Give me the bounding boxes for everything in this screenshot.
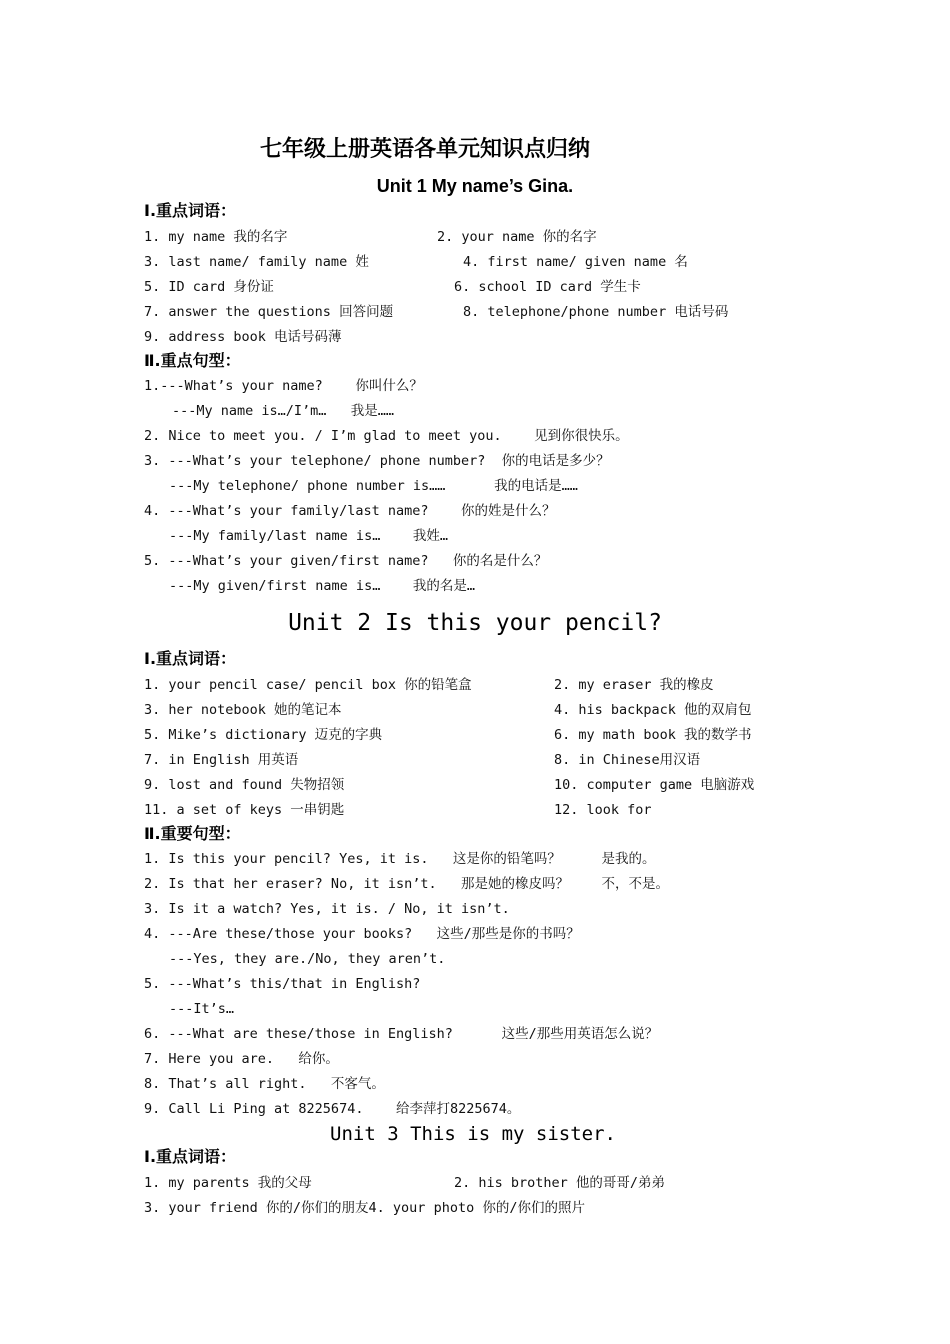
unit2-sentence: 7. Here you are. 给你。	[144, 1051, 339, 1067]
unit1-vocab-heading: Ⅰ.重点词语：	[144, 201, 237, 220]
unit2-vocab-item: 12. look for	[554, 802, 652, 818]
unit2-sentence: 8. That’s all right. 不客气。	[144, 1076, 385, 1092]
unit1-sentence: ---My name is…/I’m… 我是……	[172, 403, 395, 419]
unit1-vocab-item: 9. address book 电话号码薄	[144, 329, 342, 345]
unit3-heading: Unit 3 This is my sister.	[330, 1123, 616, 1145]
unit2-heading: Unit 2 Is this your pencil?	[288, 610, 662, 636]
unit2-sentence: 3. Is it a watch? Yes, it is. / No, it isn’t.	[144, 901, 510, 917]
unit1-sentence: 3. ---What’s your telephone/ phone number? 你的电话是多少？	[144, 453, 610, 469]
unit2-vocab-heading: Ⅰ.重点词语：	[144, 649, 237, 668]
unit2-vocab-item: 6. my math book 我的数学书	[554, 727, 752, 743]
unit1-vocab-item: 5. ID card 身份证	[144, 279, 274, 295]
unit2-sentence-heading: Ⅱ.重要句型：	[144, 824, 241, 843]
document-title: 七年级上册英语各单元知识点归纳	[259, 136, 590, 162]
unit3-vocab-item: 3. your friend 你的/你们的朋友4. your photo 你的/你们的照片	[144, 1200, 585, 1216]
unit2-vocab-item: 11. a set of keys 一串钥匙	[144, 802, 345, 818]
unit2-vocab-item: 10. computer game 电脑游戏	[554, 777, 755, 793]
unit2-vocab-item: 5. Mike’s dictionary 迈克的字典	[144, 727, 383, 743]
unit1-sentence: ---My telephone/ phone number is…… 我的电话是……	[169, 478, 578, 494]
unit2-sentence: 2. Is that her eraser? No, it isn’t. 那是她的橡皮吗？ 不，不是。	[144, 876, 669, 892]
unit3-vocab-heading: Ⅰ.重点词语：	[144, 1147, 237, 1166]
unit2-sentence: 1. Is this your pencil? Yes, it is. 这是你的铅笔吗？ 是我的。	[144, 851, 656, 867]
unit1-heading: Unit 1 My name’s Gina.	[376, 176, 574, 196]
unit1-sentence: 2. Nice to meet you. / I’m glad to meet you. 见到你很快乐。	[144, 428, 629, 444]
unit2-sentence: ---It’s…	[169, 1001, 235, 1017]
unit2-sentence: 9. Call Li Ping at 8225674. 给李萍打8225674。	[144, 1101, 521, 1117]
unit2-vocab-item: 8. in Chinese用汉语	[554, 752, 701, 768]
unit2-vocab-item: 1. your pencil case/ pencil box 你的铅笔盒	[144, 677, 472, 693]
unit2-sentence: 5. ---What’s this/that in English?	[144, 976, 421, 992]
unit1-sentence: ---My family/last name is… 我姓…	[169, 528, 448, 544]
unit2-vocab-item: 9. lost and found 失物招领	[144, 777, 345, 793]
unit1-vocab-item: 4. first name/ given name 名	[463, 254, 688, 270]
unit2-sentence: 6. ---What are these/those in English? 这些/那些用英语怎么说？	[144, 1026, 659, 1042]
unit1-vocab-item: 3. last name/ family name 姓	[144, 254, 369, 270]
unit2-sentence: 4. ---Are these/those your books? 这些/那些是你的书吗？	[144, 926, 580, 942]
unit1-sentence-heading: Ⅱ.重点句型：	[144, 351, 241, 370]
unit1-vocab-item: 2. your name 你的名字	[437, 229, 597, 245]
unit2-vocab-item: 7. in English 用英语	[144, 752, 299, 768]
unit1-vocab-item: 6. school ID card 学生卡	[454, 279, 641, 295]
unit2-sentence: ---Yes, they are./No, they aren’t.	[169, 951, 446, 967]
unit1-sentence: 5. ---What’s your given/first name? 你的名是什么？	[144, 553, 548, 569]
unit1-sentence: 1.---What’s your name? 你叫什么？	[144, 378, 423, 394]
unit3-vocab-item: 2. his brother 他的哥哥/弟弟	[454, 1175, 666, 1191]
unit1-sentence: 4. ---What’s your family/last name? 你的姓是什么？	[144, 503, 556, 519]
unit1-vocab-item: 8. telephone/phone number 电话号码	[463, 304, 729, 320]
unit1-vocab-item: 1. my name 我的名字	[144, 229, 288, 245]
unit2-vocab-item: 2. my eraser 我的橡皮	[554, 677, 714, 693]
unit2-vocab-item: 4. his backpack 他的双肩包	[554, 702, 752, 718]
unit1-vocab-item: 7. answer the questions 回答问题	[144, 304, 394, 320]
unit2-vocab-item: 3. her notebook 她的笔记本	[144, 702, 342, 718]
unit1-sentence: ---My given/first name is… 我的名是…	[169, 578, 475, 594]
unit3-vocab-item: 1. my parents 我的父母	[144, 1175, 312, 1191]
